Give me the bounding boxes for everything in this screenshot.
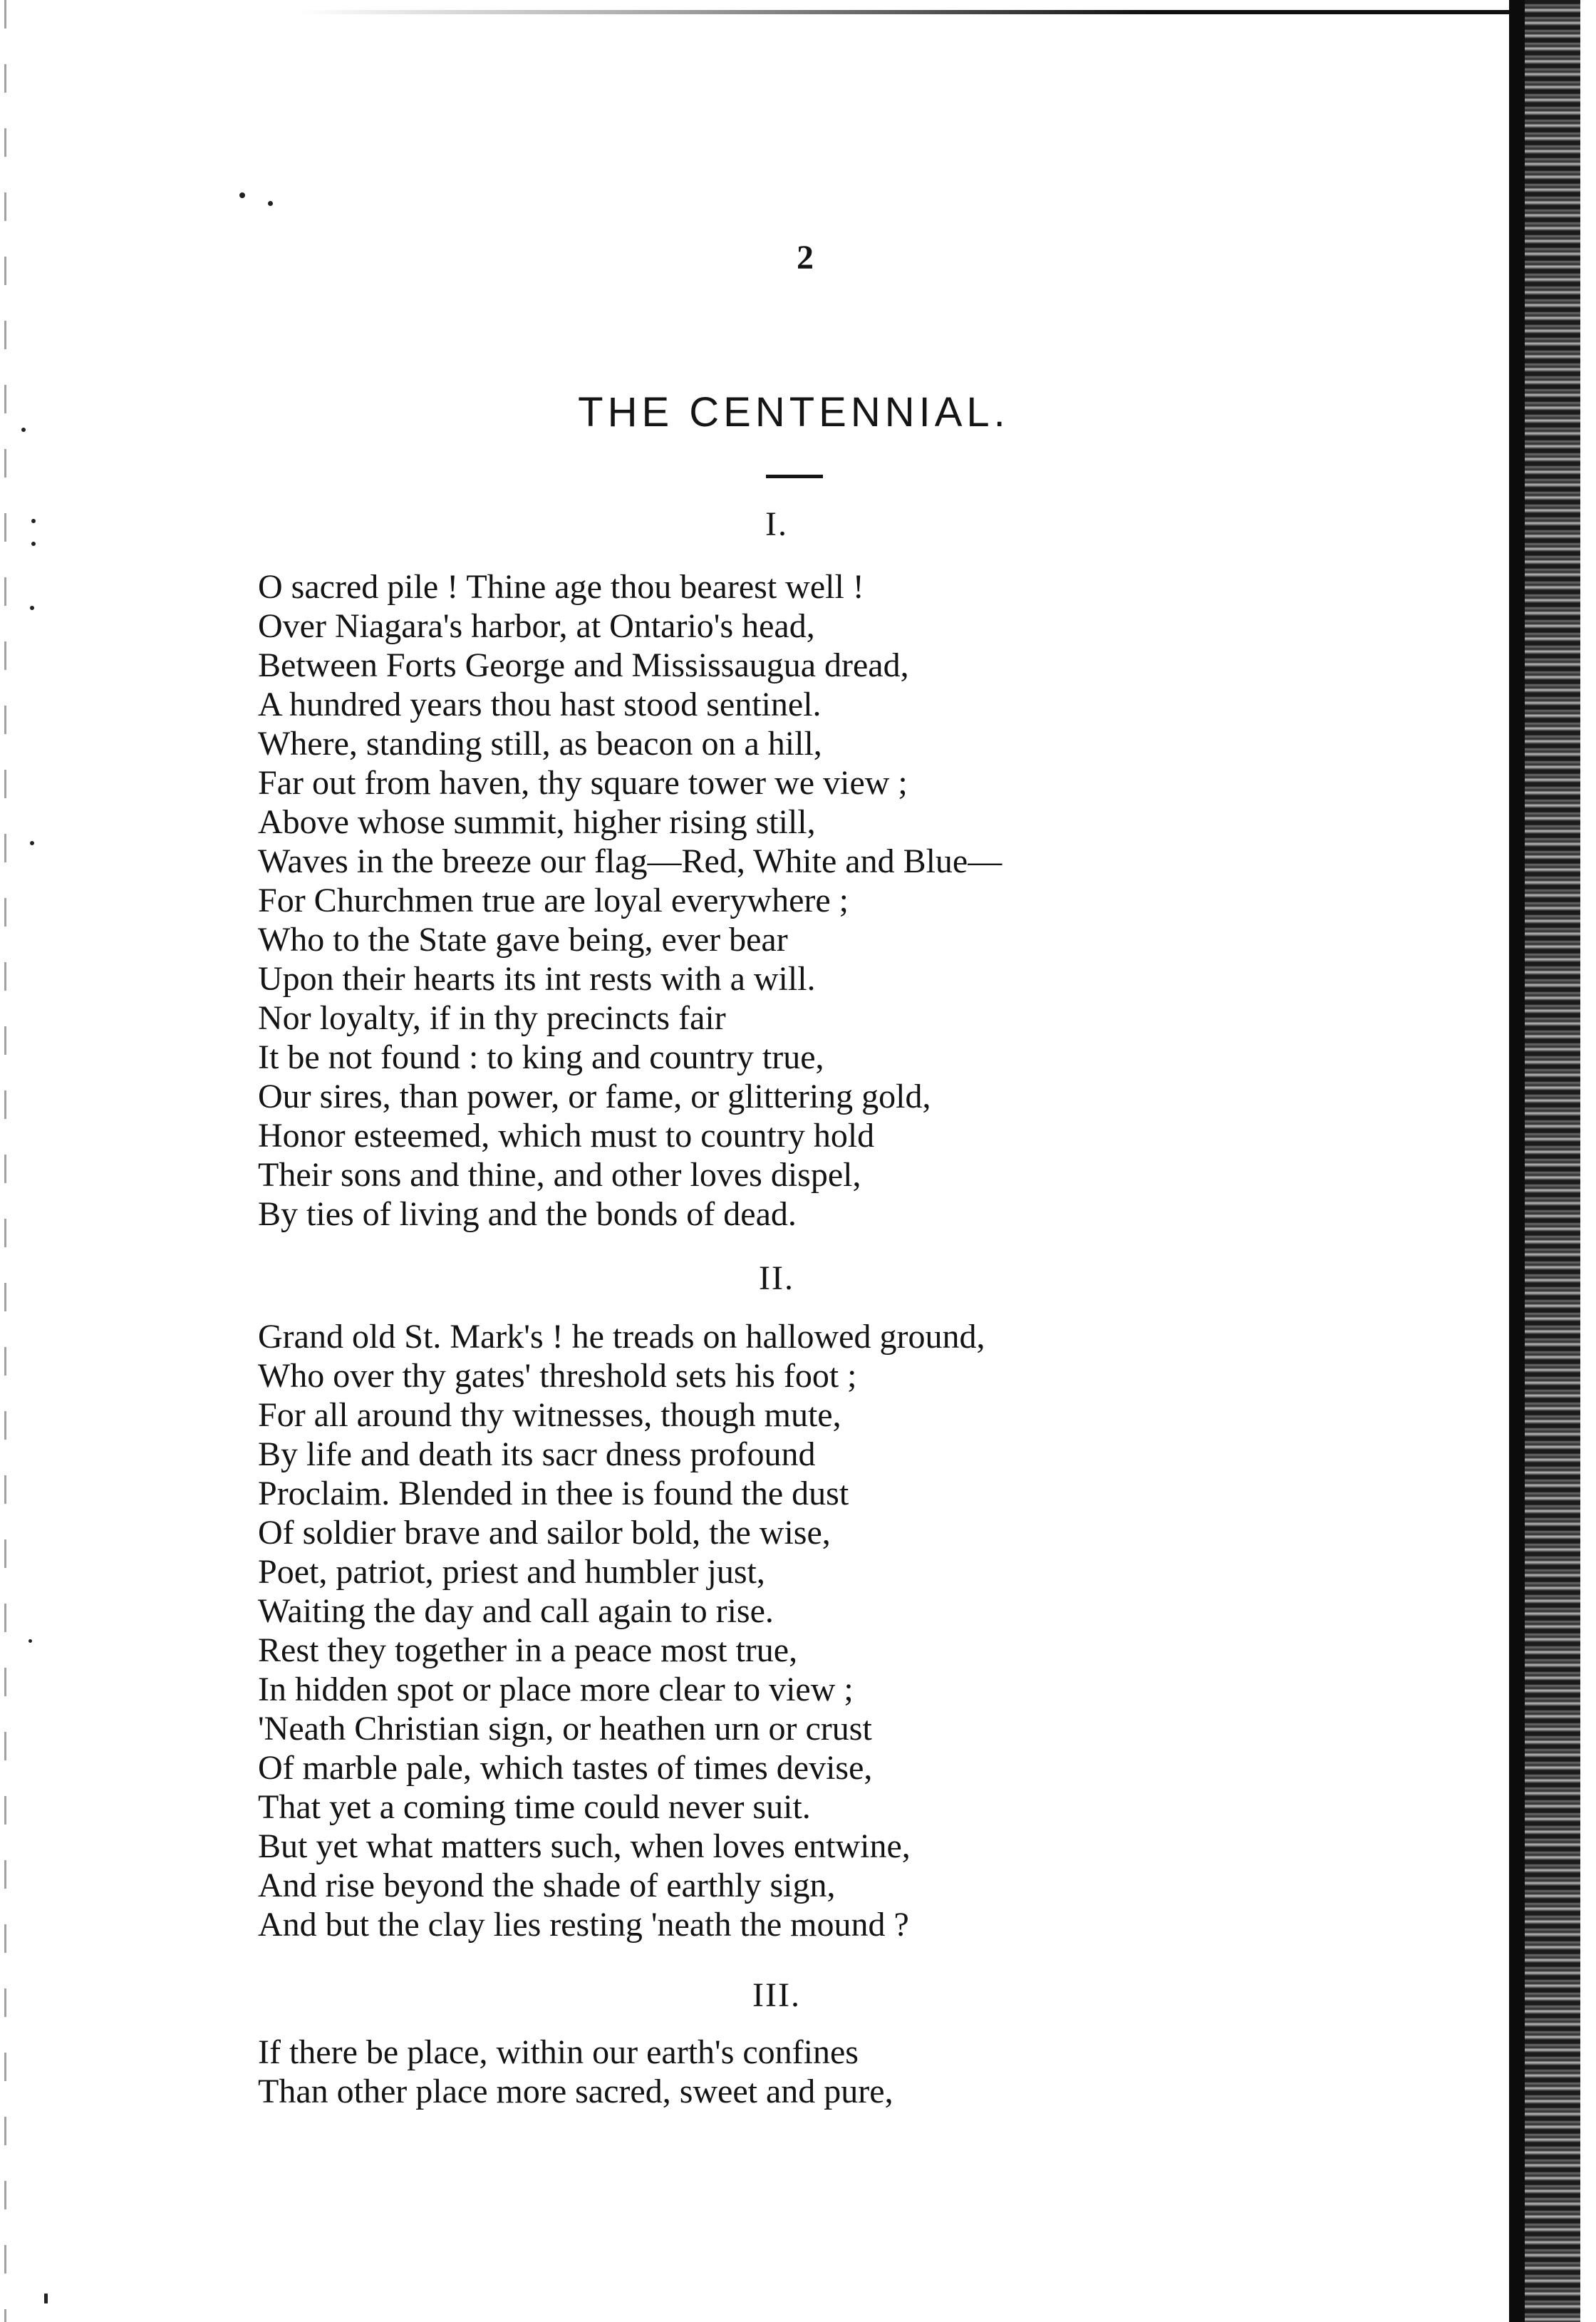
poem-line: Poet, patriot, priest and humbler just, xyxy=(258,1553,765,1591)
poem-line: Where, standing still, as beacon on a hill, xyxy=(258,725,822,763)
scan-speck xyxy=(239,192,245,198)
poem-line: For Churchmen true are loyal everywhere ; xyxy=(258,882,849,919)
poem-line: Their sons and thine, and other loves dispel, xyxy=(258,1156,861,1194)
poem-line: Honor esteemed, which must to country hold xyxy=(258,1117,875,1155)
poem-line: Nor loyalty, if in thy precincts fair xyxy=(258,999,726,1037)
poem-line: Rest they together in a peace most true, xyxy=(258,1631,798,1669)
poem-line: Above whose summit, higher rising still, xyxy=(258,803,816,841)
stanza-1 xyxy=(258,567,1002,1234)
poem-line: Of soldier brave and sailor bold, the wise, xyxy=(258,1514,831,1552)
stanza-2 xyxy=(258,1317,985,1944)
poem-line: 'Neath Christian sign, or heathen urn or crust xyxy=(258,1710,872,1748)
poem-line: That yet a coming time could never suit. xyxy=(258,1788,811,1826)
poem-line: A hundred years thou hast stood sentinel. xyxy=(258,686,822,723)
section-numeral-1: I. xyxy=(765,505,788,543)
poem-line: Our sires, than power, or fame, or glittering gold, xyxy=(258,1078,931,1115)
poem-line: If there be place, within our earth's confines xyxy=(258,2033,859,2071)
poem-line: O sacred pile ! Thine age thou bearest well ! xyxy=(258,568,864,606)
poem-line: Of marble pale, which tastes of times devise, xyxy=(258,1749,873,1787)
scan-speck xyxy=(268,201,273,206)
poem-line: Over Niagara's harbor, at Ontario's head, xyxy=(258,607,815,645)
scan-speck xyxy=(44,2293,48,2303)
poem-line: Who to the State gave being, ever bear xyxy=(258,921,788,959)
binding-shadow xyxy=(1509,0,1525,2322)
poem-line: Proclaim. Blended in thee is found the dust xyxy=(258,1475,849,1512)
poem-line: By life and death its sacr dness profound xyxy=(258,1435,816,1473)
poem-line: Than other place more sacred, sweet and pure, xyxy=(258,2073,893,2110)
page-number: 2 xyxy=(797,239,814,277)
scan-speck xyxy=(31,542,36,546)
poem-line: Waves in the breeze our flag—Red, White and Blue— xyxy=(258,842,1002,880)
poem-line: Grand old St. Mark's ! he treads on hallowed ground, xyxy=(258,1318,985,1356)
section-numeral-3: III. xyxy=(752,1976,801,2014)
stanza-3 xyxy=(258,2033,893,2111)
title-divider xyxy=(766,475,823,478)
poem-line: And but the clay lies resting 'neath the mound ? xyxy=(258,1906,909,1944)
poem-line: Waiting the day and call again to rise. xyxy=(258,1592,774,1630)
poem-line: Who over thy gates' threshold sets his foot ; xyxy=(258,1357,857,1395)
scan-speck xyxy=(30,606,34,610)
poem-line: Between Forts George and Mississaugua dread, xyxy=(258,646,909,684)
poem-line: Upon their hearts its int rests with a will. xyxy=(258,960,816,998)
poem-line: By ties of living and the bonds of dead. xyxy=(258,1195,797,1233)
top-edge-shadow xyxy=(299,10,1510,14)
scan-speck xyxy=(28,1639,32,1643)
poem-line: It be not found : to king and country true, xyxy=(258,1038,824,1076)
page-title: THE CENTENNIAL. xyxy=(578,389,1010,435)
poem-line: In hidden spot or place more clear to view ; xyxy=(258,1671,854,1708)
poem-line: For all around thy witnesses, though mute, xyxy=(258,1396,841,1434)
scan-speck xyxy=(30,841,34,845)
poem-line: And rise beyond the shade of earthly sign, xyxy=(258,1867,836,1904)
left-page-edge xyxy=(4,0,6,2322)
poem-line: Far out from haven, thy square tower we view ; xyxy=(258,764,908,802)
poem-line: But yet what matters such, when loves entwine, xyxy=(258,1827,911,1865)
section-numeral-2: II. xyxy=(759,1259,794,1297)
